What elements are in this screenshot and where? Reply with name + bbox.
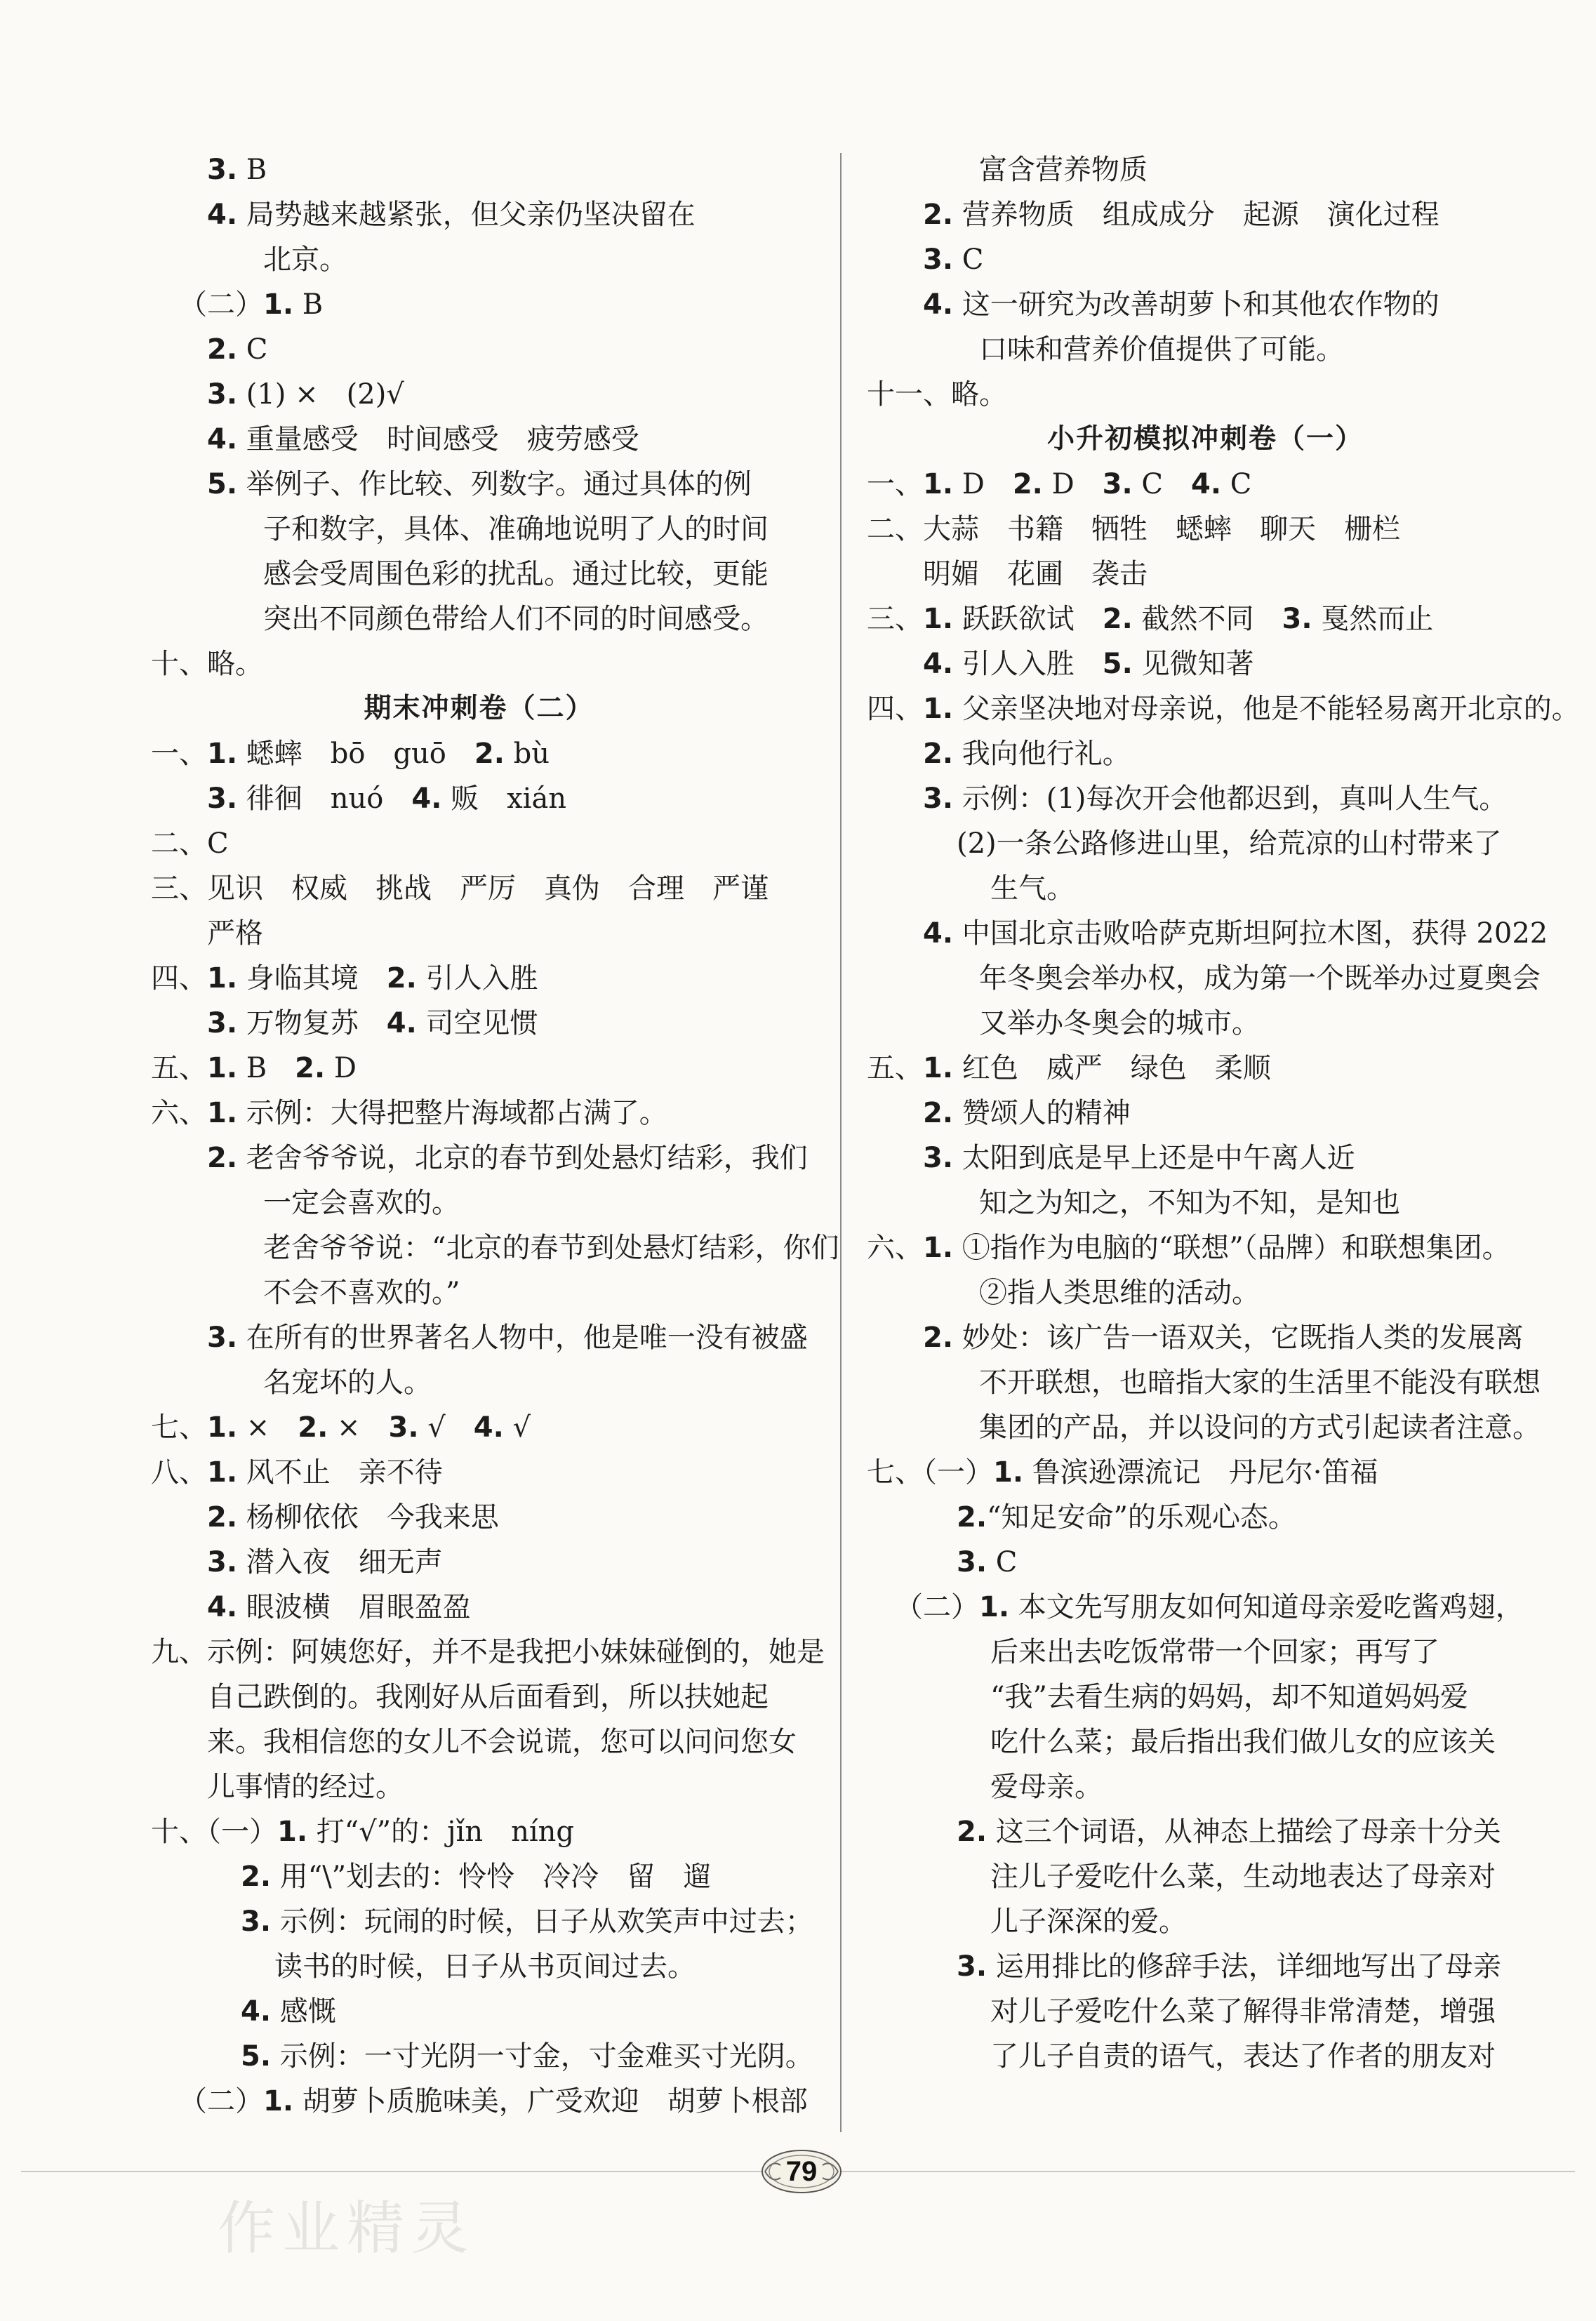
answer-line: 二、C — [151, 827, 229, 860]
answer-line: ②指人类思维的活动。 — [979, 1277, 1260, 1309]
watermark: 作业精灵 — [218, 2195, 477, 2262]
page-number: 79 — [785, 2155, 818, 2187]
answer-line: 十、略。 — [151, 648, 263, 680]
answer-line: 4. 引人入胜 5. 见微知著 — [923, 648, 1254, 680]
answer-line: 2. 杨柳依依 今我来思 — [207, 1501, 499, 1534]
answer-line: 2. 老舍爷爷说，北京的春节到处悬灯结彩，我们 — [207, 1142, 808, 1174]
answer-line: 突出不同颜色带给人们不同的时间感受。 — [263, 603, 769, 635]
answer-line: 2. 营养物质 组成成分 起源 演化过程 — [923, 199, 1439, 231]
answer-line: 2. 这三个词语，从神态上描绘了母亲十分关 — [957, 1816, 1501, 1848]
answer-line: 不会不喜欢的。” — [263, 1277, 460, 1309]
answer-line: 3. 示例：(1)每次开会他都迟到，真叫人生气。 — [923, 783, 1508, 815]
answer-line: 3. B — [207, 154, 267, 186]
answer-line: 3. 在所有的世界著名人物中，他是唯一没有被盛 — [207, 1322, 808, 1354]
answer-line: 5. 示例：一寸光阴一寸金，寸金难买寸光阴。 — [241, 2040, 813, 2073]
answer-line: （二）1. 胡萝卜质脆味美，广受欢迎 胡萝卜根部 — [179, 2085, 808, 2117]
answer-line: 集团的产品，并以设问的方式引起读者注意。 — [979, 1411, 1541, 1444]
answer-line: 一、1. 蟋蟀 bō guō 2. bù — [151, 738, 550, 770]
answer-line: （二）1. B — [179, 288, 324, 321]
answer-line: 4. 局势越来越紧张，但父亲仍坚决留在 — [207, 199, 696, 231]
answer-line: 4. 这一研究为改善胡萝卜和其他农作物的 — [923, 288, 1439, 321]
answer-line: 了儿子自责的语气，表达了作者的朋友对 — [990, 2040, 1496, 2073]
answer-line: 一定会喜欢的。 — [263, 1187, 460, 1219]
answer-line: 北京。 — [263, 244, 347, 276]
answer-line: 十、（一）1. 打“√”的：jǐn níng — [151, 1816, 575, 1848]
answer-line: 生气。 — [990, 872, 1075, 905]
answer-line: 3. 万物复苏 4. 司空见惯 — [207, 1007, 538, 1039]
answer-line: 四、1. 身临其境 2. 引人入胜 — [151, 962, 538, 995]
answer-line: 儿事情的经过。 — [207, 1771, 404, 1803]
answer-line: 又举办冬奥会的城市。 — [979, 1007, 1260, 1039]
answer-line: 2. C — [207, 333, 268, 366]
answer-line: 八、1. 风不止 亲不待 — [151, 1456, 443, 1489]
answer-line: 注儿子爱吃什么菜，生动地表达了母亲对 — [990, 1861, 1496, 1893]
answer-line: 后来出去吃饭常带一个回家；再写了 — [990, 1636, 1439, 1668]
answer-line: 感会受周围色彩的扰乱。通过比较，更能 — [263, 558, 769, 590]
column-divider — [840, 153, 842, 2132]
answer-line: 五、1. 红色 威严 绿色 柔顺 — [867, 1052, 1271, 1084]
answer-line: 2.“知足安命”的乐观心态。 — [957, 1501, 1296, 1534]
answer-line: 对儿子爱吃什么菜了解得非常清楚，增强 — [990, 1995, 1496, 2028]
answer-line: 爱母亲。 — [990, 1771, 1103, 1803]
answer-line: 3. C — [923, 244, 984, 276]
answer-line: 2. 我向他行礼。 — [923, 738, 1131, 770]
answer-line: 来。我相信您的女儿不会说谎，您可以问问您女 — [207, 1726, 797, 1758]
answer-line: 年冬奥会举办权，成为第一个既举办过夏奥会 — [979, 962, 1541, 995]
section-heading: 期末冲刺卷（二） — [364, 693, 594, 724]
answer-line: 四、1. 父亲坚决地对母亲说，他是不能轻易离开北京的。 — [867, 693, 1580, 725]
answer-line: 老舍爷爷说：“北京的春节到处悬灯结彩，你们 — [263, 1232, 839, 1264]
answer-line: 4. 中国北京击败哈萨克斯坦阿拉木图，获得 2022 — [923, 917, 1548, 950]
answer-line: 七、（一）1. 鲁滨逊漂流记 丹尼尔·笛福 — [867, 1456, 1378, 1489]
answer-line: 三、见识 权威 挑战 严厉 真伪 合理 严谨 — [151, 872, 769, 905]
answer-line: 五、1. B 2. D — [151, 1052, 357, 1084]
answer-line: 二、大蒜 书籍 牺牲 蟋蟀 聊天 栅栏 — [867, 513, 1400, 545]
answer-line: 七、1. × 2. × 3. √ 4. √ — [151, 1411, 531, 1444]
section-heading: 小升初模拟冲刺卷（一） — [1046, 423, 1364, 455]
answer-line: “我”去看生病的妈妈，却不知道妈妈爱 — [990, 1681, 1468, 1713]
answer-line: 4. 重量感受 时间感受 疲劳感受 — [207, 423, 639, 455]
answer-line: 2. 赞颂人的精神 — [923, 1097, 1131, 1129]
answer-line: (2)一条公路修进山里，给荒凉的山村带来了 — [957, 827, 1502, 860]
answer-line: 3. C — [957, 1546, 1018, 1578]
answer-line: 4. 眼波横 眉眼盈盈 — [207, 1591, 471, 1623]
answer-line: 读书的时候，日子从书页间过去。 — [274, 1950, 696, 1983]
answer-line: 口味和营养价值提供了可能。 — [979, 333, 1344, 366]
answer-line: 自己跌倒的。我刚好从后面看到，所以扶她起 — [207, 1681, 769, 1713]
answer-line: 3. (1) × (2)√ — [207, 378, 404, 411]
answer-line: 知之为知之，不知为不知，是知也 — [979, 1187, 1400, 1219]
answer-line: 2. 用“\”划去的：怜怜 冷冷 留 遛 — [241, 1861, 712, 1893]
answer-line: 一、1. D 2. D 3. C 4. C — [867, 468, 1252, 500]
answer-line: 儿子深深的爱。 — [990, 1906, 1187, 1938]
answer-line: 不开联想，也暗指大家的生活里不能没有联想 — [979, 1366, 1541, 1399]
answer-line: 3. 徘徊 nuó 4. 贩 xián — [207, 783, 567, 815]
answer-line: 富含营养物质 — [979, 154, 1148, 186]
answer-line: 九、示例：阿姨您好，并不是我把小妹妹碰倒的，她是 — [151, 1636, 825, 1668]
answer-line: 3. 潜入夜 细无声 — [207, 1546, 443, 1578]
answer-line: 4. 感慨 — [241, 1995, 336, 2028]
answer-line: 5. 举例子、作比较、列数字。通过具体的例 — [207, 468, 752, 500]
answer-line: 3. 太阳到底是早上还是中午离人近 — [923, 1142, 1355, 1174]
answer-line: 三、1. 跃跃欲试 2. 截然不同 3. 戛然而止 — [867, 603, 1434, 635]
answer-line: 名宠坏的人。 — [263, 1366, 432, 1399]
answer-line: 子和数字，具体、准确地说明了人的时间 — [263, 513, 769, 545]
answer-line: 吃什么菜；最后指出我们做儿女的应该关 — [990, 1726, 1496, 1758]
answer-line: 十一、略。 — [867, 378, 1007, 411]
page-number-badge — [759, 2146, 844, 2197]
answer-line: 明媚 花圃 袭击 — [923, 558, 1148, 590]
answer-line: 2. 妙处：该广告一语双关，它既指人类的发展离 — [923, 1322, 1524, 1354]
answer-line: 六、1. ①指作为电脑的“联想”（品牌）和联想集团。 — [867, 1232, 1510, 1264]
answer-line: 3. 示例：玩闹的时候，日子从欢笑声中过去； — [241, 1906, 813, 1938]
answer-line: （二）1. 本文先写朋友如何知道母亲爱吃酱鸡翅， — [895, 1591, 1524, 1623]
answer-line: 严格 — [207, 917, 263, 950]
answer-line: 六、1. 示例：大得把整片海域都占满了。 — [151, 1097, 667, 1129]
answer-line: 3. 运用排比的修辞手法，详细地写出了母亲 — [957, 1950, 1501, 1983]
